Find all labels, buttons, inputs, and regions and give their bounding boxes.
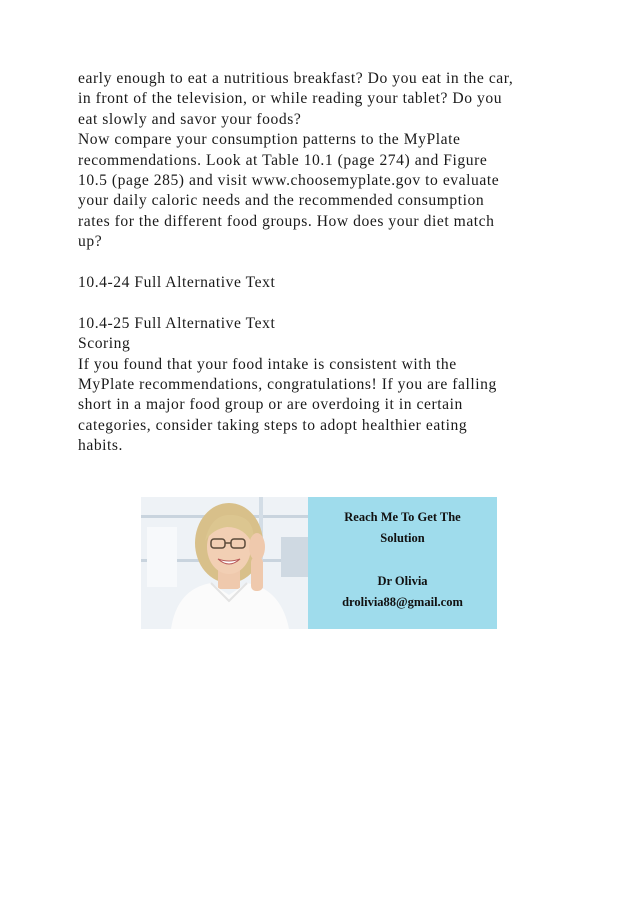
alt-text-label-24: 10.4-24 Full Alternative Text <box>78 274 276 292</box>
contact-name: Dr Olivia <box>377 574 428 588</box>
body-line: recommendations. Look at Table 10.1 (page 274) and Figure <box>78 151 488 169</box>
body-line: your daily caloric needs and the recommended consumption <box>78 192 485 210</box>
contact-panel <box>308 497 497 629</box>
document-body <box>78 69 578 457</box>
woman-illustration <box>141 497 308 629</box>
scoring-heading: Scoring <box>78 335 131 353</box>
body-line: up? <box>78 233 103 251</box>
body-line: Now compare your consumption patterns to the MyPlate <box>78 131 461 149</box>
banner-heading-line1: Reach Me To Get The <box>344 510 461 524</box>
scoring-line: If you found that your food intake is consistent with the <box>78 355 457 373</box>
blank-line <box>78 253 578 273</box>
scoring-line: categories, consider taking steps to adopt healthier eating <box>78 416 468 434</box>
body-line: rates for the different food groups. How does your diet match <box>78 212 495 230</box>
contact-email[interactable]: drolivia88@gmail.com <box>342 595 463 609</box>
contact-banner <box>141 497 497 629</box>
scoring-line: habits. <box>78 437 123 455</box>
body-line: 10.5 (page 285) and visit www.choosemyplate.gov to evaluate <box>78 172 500 190</box>
scoring-line: MyPlate recommendations, congratulations! If you are falling <box>78 376 497 394</box>
woman-photo <box>141 497 308 629</box>
scoring-line: short in a major food group or are overdoing it in certain <box>78 396 463 414</box>
body-line: eat slowly and savor your foods? <box>78 110 302 128</box>
alt-text-label-25: 10.4-25 Full Alternative Text <box>78 314 276 332</box>
body-line: in front of the television, or while reading your tablet? Do you <box>78 90 503 108</box>
banner-heading-line2: Solution <box>380 531 425 545</box>
blank-line <box>78 293 578 313</box>
body-line: early enough to eat a nutritious breakfast? Do you eat in the car, <box>78 70 514 87</box>
